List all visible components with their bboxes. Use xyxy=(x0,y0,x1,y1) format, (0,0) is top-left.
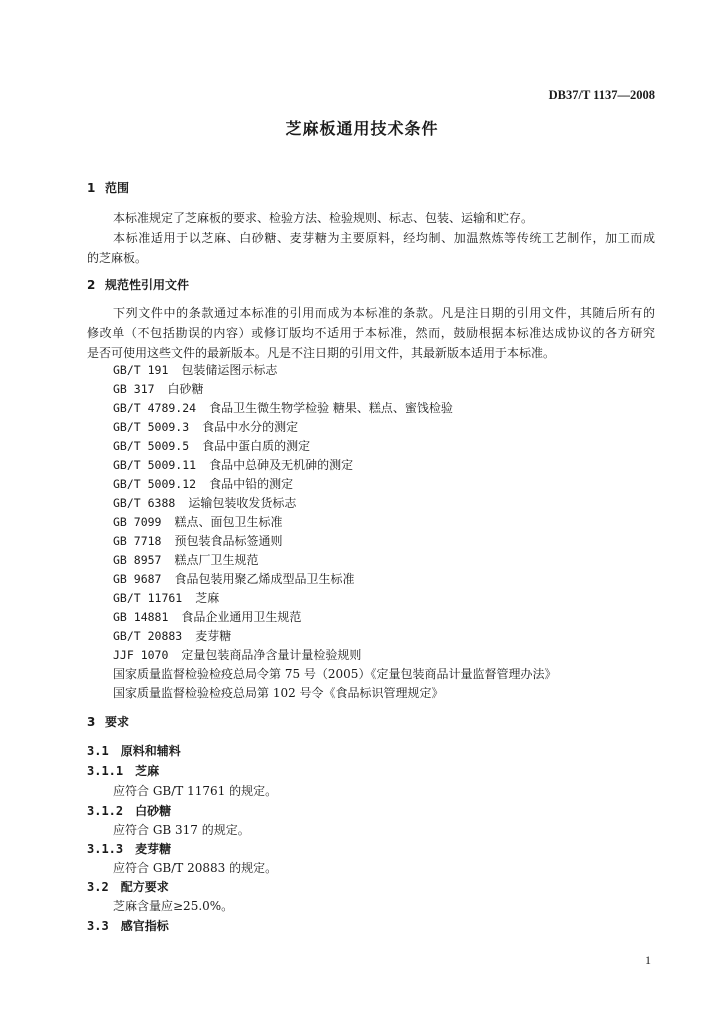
reference-code: GB/T 5009.12 xyxy=(113,477,197,491)
reference-title: 糕点、面包卫生标准 xyxy=(174,515,283,529)
reference-code: GB/T 5009.5 xyxy=(113,439,190,453)
clause-title: 白砂糖 xyxy=(135,804,172,818)
reference-code: GB 8957 xyxy=(113,553,162,567)
reference-item xyxy=(113,494,296,513)
reference-code: GB/T 5009.3 xyxy=(113,420,190,434)
clause-number: 3.1 xyxy=(87,744,109,758)
reference-item xyxy=(113,399,453,418)
clause-heading xyxy=(87,839,171,859)
reference-item xyxy=(113,361,277,380)
reference-item xyxy=(113,608,301,627)
reference-code: GB 7718 xyxy=(113,534,162,548)
clause-heading xyxy=(87,916,169,936)
reference-item xyxy=(113,532,282,551)
clause-title: 感官指标 xyxy=(120,919,169,933)
reference-title: 包装储运图示标志 xyxy=(181,363,278,377)
reference-title: 食品中总砷及无机砷的测定 xyxy=(209,458,354,472)
section-1-heading xyxy=(87,178,129,198)
clause-text: 芝麻含量应≥25.0%。 xyxy=(113,899,234,913)
section-title: 规范性引用文件 xyxy=(105,278,190,292)
clause-heading xyxy=(87,877,169,897)
section-title: 范围 xyxy=(105,181,130,195)
paragraph-line: 是否可使用这些文件的最新版本。凡是不注日期的引用文件，其最新版本适用于本标准。 xyxy=(87,346,556,360)
clause-text: 应符合 GB 317 的规定。 xyxy=(113,823,250,837)
reference-code: GB/T 11761 xyxy=(113,591,183,605)
reference-title: 食品卫生微生物学检验 糖果、糕点、蜜饯检验 xyxy=(209,401,453,415)
reference-item xyxy=(113,646,361,665)
section-2-heading xyxy=(87,275,189,295)
clause-title: 配方要求 xyxy=(120,880,169,894)
reference-code: GB/T 4789.24 xyxy=(113,401,197,415)
reference-item xyxy=(113,513,282,532)
clause-heading xyxy=(87,741,181,761)
reference-title: 食品中水分的测定 xyxy=(202,420,299,434)
reference-code: GB/T 191 xyxy=(113,363,169,377)
reference-item xyxy=(113,456,353,475)
section-title: 要求 xyxy=(105,715,130,729)
regulation-item: 国家质量监督检验检疫总局第 102 号令《食品标识管理规定》 xyxy=(113,686,444,700)
document-title: 芝麻板通用技术条件 xyxy=(285,119,439,138)
reference-code: GB/T 6388 xyxy=(113,496,176,510)
paragraph-line: 本标准适用于以芝麻、白砂糖、麦芽糖为主要原料，经均制、加温熬炼等传统工艺制作，加工而成 xyxy=(113,231,655,245)
reference-code: GB/T 20883 xyxy=(113,629,183,643)
clause-number: 3.1.1 xyxy=(87,764,124,778)
standard-code: DB37/T 1137—2008 xyxy=(548,88,655,102)
clause-number: 3.3 xyxy=(87,919,109,933)
reference-title: 食品中蛋白质的测定 xyxy=(202,439,311,453)
reference-title: 食品企业通用卫生规范 xyxy=(181,610,302,624)
reference-item xyxy=(113,418,298,437)
reference-code: GB 9687 xyxy=(113,572,162,586)
paragraph-line: 本标准规定了芝麻板的要求、检验方法、检验规则、标志、包装、运输和贮存。 xyxy=(113,211,534,225)
reference-item xyxy=(113,627,231,646)
section-3-heading xyxy=(87,712,129,732)
reference-item xyxy=(113,380,204,399)
reference-item xyxy=(113,551,258,570)
clause-heading xyxy=(87,801,171,821)
reference-title: 白砂糖 xyxy=(167,382,204,396)
reference-title: 芝麻 xyxy=(195,591,220,605)
reference-title: 食品中铅的测定 xyxy=(209,477,294,491)
reference-item xyxy=(113,570,354,589)
paragraph-line: 下列文件中的条款通过本标准的引用而成为本标准的条款。凡是注日期的引用文件，其随后所有的 xyxy=(113,306,655,320)
clause-number: 3.1.3 xyxy=(87,842,124,856)
clause-heading xyxy=(87,761,159,781)
clause-title: 芝麻 xyxy=(135,764,160,778)
reference-code: GB 7099 xyxy=(113,515,162,529)
reference-title: 糕点厂卫生规范 xyxy=(174,553,259,567)
clause-text: 应符合 GB/T 11761 的规定。 xyxy=(113,784,278,798)
reference-code: GB/T 5009.11 xyxy=(113,458,197,472)
reference-item xyxy=(113,589,219,608)
reference-title: 预包装食品标签通则 xyxy=(174,534,283,548)
clause-number: 3.1.2 xyxy=(87,804,124,818)
clause-number: 3.2 xyxy=(87,880,109,894)
reference-item xyxy=(113,475,293,494)
reference-code: JJF 1070 xyxy=(113,648,169,662)
section-number: 2 xyxy=(87,278,96,292)
section-number: 3 xyxy=(87,715,96,729)
regulation-item: 国家质量监督检验检疫总局令第 75 号（2005）《定量包装商品计量监督管理办法》 xyxy=(113,667,557,681)
clause-title: 麦芽糖 xyxy=(135,842,172,856)
reference-title: 运输包装收发货标志 xyxy=(188,496,297,510)
section-number: 1 xyxy=(87,181,96,195)
reference-title: 麦芽糖 xyxy=(195,629,232,643)
reference-code: GB 317 xyxy=(113,382,155,396)
paragraph-line: 的芝麻板。 xyxy=(87,251,148,265)
page-number: 1 xyxy=(645,953,651,967)
reference-title: 食品包装用聚乙烯成型品卫生标准 xyxy=(174,572,355,586)
paragraph-line: 修改单（不包括勘误的内容）或修订版均不适用于本标准，然而，鼓励根据本标准达成协议的各方研究 xyxy=(87,326,655,340)
clause-text: 应符合 GB/T 20883 的规定。 xyxy=(113,861,278,875)
reference-title: 定量包装商品净含量计量检验规则 xyxy=(181,648,362,662)
reference-item xyxy=(113,437,310,456)
clause-title: 原料和辅料 xyxy=(120,744,181,758)
reference-code: GB 14881 xyxy=(113,610,169,624)
